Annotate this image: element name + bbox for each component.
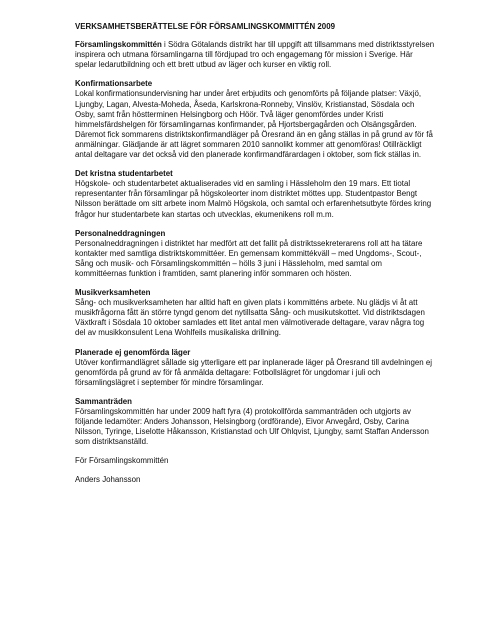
section-konfirmationsarbete <box>75 79 435 160</box>
section-sammantraden <box>75 397 435 447</box>
section-text: Församlingskommittén har under 2009 haft fyra (4) protokollförda sammanträden och utgjorts av följande ledamöter: Anders Johansson, Helsingborg (ordförande), Eivor Anvegård, Osby, Carina Nilsson, Tyringe, Liselotte Håkansson, Kristianstad och Ulf Ohlqvist, Ljungby, samt Staffan Andersson som distriktsanställd. <box>75 407 429 447</box>
section-musikverksamheten <box>75 288 435 338</box>
section-heading: Konfirmationsarbete <box>75 79 153 89</box>
section-text: Utöver konfirmandlägret sållade sig ytterligare ett par inplanerade läger på Öresrand till avdelningen ej genomförda på grund av för få anmälda deltagare: Fotbollslägret för ungdomar i juli och församlingslägret i september för mindre församlingar. <box>75 357 433 387</box>
section-studentarbetet <box>75 169 435 219</box>
signature-name: Anders Johansson <box>75 475 141 485</box>
section-personalneddragningen <box>75 229 435 279</box>
section-text: Lokal konfirmationsundervisning har under året erbjudits och genomförts på följande platser: Växjö, Ljungby, Lagan, Alvesta-Moheda, Åseda, Karlskrona-Ronneby, Vinslöv, Kristianstad, Sösdala och Osby, samt från höstterminen Helsingborg och Höör. Två läger genomfördes under Kristi himmelsfärdshelgen för församlingarnas konfirmander, på Hjortsbergagården och Olsängsgården. Däremot fick sommarens distriktskonfirmandläger på Öresrand än en gång ställas in på grund av för få anmälningar. Glädjande är att lägret sommaren 2010 sannolikt kommer att genomföras! Otillräckligt antal deltagare var det också vid den planerade konfirmandfärardagen i oktober, som fick ställas in. <box>75 89 433 160</box>
section-heading: Sammanträden <box>75 396 133 406</box>
section-heading: Planerade ej genomförda läger <box>75 347 191 357</box>
intro-bold-lead: Församlingskommittén <box>75 40 162 50</box>
section-heading: Det kristna studentarbetet <box>75 169 173 179</box>
section-heading: Personalneddragningen <box>75 228 166 238</box>
section-text: Personalneddragningen i distriktet har medfört att det fallit på distriktssekreterarens roll att ha tätare kontakter med samtliga distriktskommittéer. En gemensam kommittékväll – med Ungdoms-, Scout-, Sång och musik- och Församlingskommittén – hölls 3 juni i Hässleholm, med samtal om kommittéernas funktion i framtiden, samt planering inför sommaren och hösten. <box>75 238 423 278</box>
closing-line: För Församlingskommittén <box>75 456 169 466</box>
intro-paragraph <box>75 40 435 70</box>
section-text: Högskole- och studentarbetet aktualiserades vid en samling i Hässleholm den 19 mars. Ett tiotal representanter från församlingar på högskoleorter inom distriktet möttes upp. Studentpastor Bengt Nilsson berättade om sitt arbete inom Malmö Högskola, och samtal och erfarenhetsutbyte fördes kring frågor hur studentarbete kan startas och utvecklas, ekumenikens roll m.m. <box>75 179 432 219</box>
section-heading: Musikverksamheten <box>75 288 151 298</box>
intro-text: i Södra Götalands distrikt har till uppgift att tillsammans med distriktsstyrelsen inspirera och utmana församlingarna till fördjupad tro och engagemang för mission i Sverige. Här spelar ledarutbildning och ett brett utbud av läger och kurser en viktig roll. <box>75 40 435 70</box>
document-title: VERKSAMHETSBERÄTTELSE FÖR FÖRSAMLINGSKOMMITTÉN 2009 <box>75 22 335 31</box>
section-text: Sång- och musikverksamheten har alltid haft en given plats i kommitténs arbete. Nu glädjs vi åt att musikfrågorna fått än större tyngd genom det nytillsatta Sång- och musikutskottet. Vid distriktsdagen Växtkraft i Sösdala 10 oktober samlades ett litet antal men välmotiverade deltagare, varav några tog del av musikkonsulent Lena Wohlfeils musikaliska drillning. <box>75 298 425 338</box>
document-page <box>75 22 435 486</box>
section-planerade-lager <box>75 348 435 388</box>
